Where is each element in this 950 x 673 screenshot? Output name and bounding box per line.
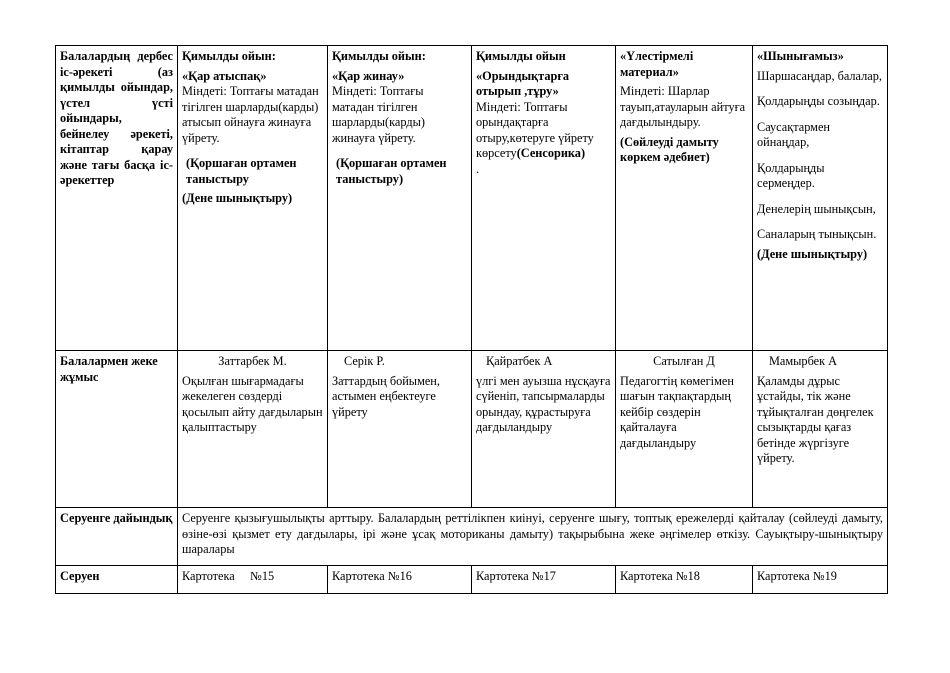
row-label-independent: Балалардың дербес іс-әрекеті (аз қимылды ойындар, үстел үсті ойындары, бейнелеу әрекеті, кітаптар қарау және тағы басқа іс-әрекеттер	[56, 46, 178, 351]
daily-plan-table	[55, 45, 888, 594]
subject-note-pe: (Дене шынықтыру)	[757, 246, 868, 261]
poem-line: Саналарың тынықсын.	[757, 227, 877, 241]
individual-task-text: Педагогтің көмегімен шағын тақпақтардың кейбір сөздерін қайталауға дағдыландыру	[620, 373, 734, 450]
cell-exercise-poem	[753, 46, 888, 351]
individual-task-text: үлгі мен ауызша нұсқауға сүйеніп, тапсырмаларды орындау, құрастыруға дағдыландыру	[476, 373, 611, 434]
game-type-heading: Қимылды ойын	[476, 49, 566, 63]
child-name: Серік Р.	[344, 354, 385, 368]
cell-walk-card: Картотека №16	[328, 566, 472, 594]
activity-heading: «Үлестірмелі материал»	[620, 49, 694, 79]
child-name: Заттарбек М.	[218, 354, 287, 368]
child-name: Сатылған Д	[653, 354, 715, 368]
game-title: «Қар атыспақ»	[182, 68, 267, 83]
poem-line: Саусақтармен ойнаңдар,	[757, 119, 830, 149]
cell-walk-card: Картотека №15	[178, 566, 328, 594]
subject-note: (Қоршаған ортамен таныстыру	[186, 156, 297, 186]
game-task-text: Міндеті: Топтағы матадан тігілген шарларды(карды) жинауға үйрету.	[332, 84, 425, 145]
game-task-text: Міндеті: Топтағы орындақтарға отыру,көтеруге үйрету көрсету(Сенсорика)	[476, 99, 594, 160]
activity-task-text: Міндеті: Шарлар тауып,атауларын айтуға дағдылындыру.	[620, 84, 746, 129]
poem-title: «Шынығамыз»	[757, 49, 844, 63]
cell-walk-card: Картотека №18	[616, 566, 753, 594]
poem-line: Қолдарыңды сермеңдер.	[757, 160, 825, 190]
child-name: Қайратбек А	[486, 354, 553, 368]
poem-line: Денелерің шынықсын,	[757, 201, 876, 216]
cell-individual-5	[753, 351, 888, 508]
cell-walk-card: Картотека №17	[472, 566, 616, 594]
cell-handout-material	[616, 46, 753, 351]
game-task-text: Міндеті: Топтағы матадан тігілген шарларды(карды) атысып ойнауға жинауға үйрету.	[182, 84, 319, 145]
game-type-heading: Қимылды ойын:	[182, 49, 276, 63]
poem-line: Шаршасаңдар, балалар,	[757, 68, 882, 83]
row-individual-work	[56, 351, 888, 508]
subject-note-sensory: (Сенсорика)	[516, 146, 586, 160]
individual-task-text: Қаламды дұрыс ұстайды, тік және тұйықталған дөңгелек сызықтарды қағаз бетінде жүргізуге үйрету.	[757, 373, 874, 465]
cell-chairs-game	[472, 46, 616, 351]
stray-dot: .	[476, 161, 480, 176]
individual-task-text: Заттардың бойымен, астымен еңбектеуге үйрету	[332, 373, 440, 419]
cell-snow-collect-game	[328, 46, 472, 351]
cell-walk-card: Картотека №19	[753, 566, 888, 594]
row-label-walk-prep: Серуенге дайындық	[56, 508, 178, 566]
cell-individual-4	[616, 351, 753, 508]
subject-note: (Сөйлеуді дамыту көркем әдебиет)	[620, 134, 719, 164]
cell-walk-prep-text: Серуенге қызығушылықты арттыру. Балалардың реттілікпен киінуі, серуенге шығу, топтық ережелерді қайталау (сөйлеуді дамыту, өзіне-өзі қызмет ету дағдылары, ірі және ұсақ моториканы дамыту) тақырыбына жеке әңгімелер өткізу. Сауықтыру-шынықтыру шаралары	[178, 508, 888, 566]
individual-task-text: Оқылған шығармадағы жекелеген сөздерді қосылып айту дағдыларын қалыптастыру	[182, 373, 323, 434]
cell-snowball-game	[178, 46, 328, 351]
cell-individual-1	[178, 351, 328, 508]
game-title: «Қар жинау»	[332, 68, 405, 83]
cell-individual-3	[472, 351, 616, 508]
cell-individual-2	[328, 351, 472, 508]
child-name: Мамырбек А	[769, 354, 838, 368]
game-type-heading: Қимылды ойын:	[332, 49, 426, 63]
poem-line: Қолдарыңды созыңдар.	[757, 94, 880, 108]
subject-note-pe: (Дене шынықтыру)	[182, 191, 293, 205]
game-title: «Орындықтарға отырып ,тұру»	[476, 68, 570, 98]
row-independent-activities	[56, 46, 888, 351]
subject-note: (Қоршаған ортамен таныстыру)	[336, 156, 447, 186]
row-label-walk: Серуен	[56, 566, 178, 594]
row-walk-preparation	[56, 508, 888, 566]
row-label-individual: Балалармен жеке жұмыс	[56, 351, 178, 508]
row-walk	[56, 566, 888, 594]
